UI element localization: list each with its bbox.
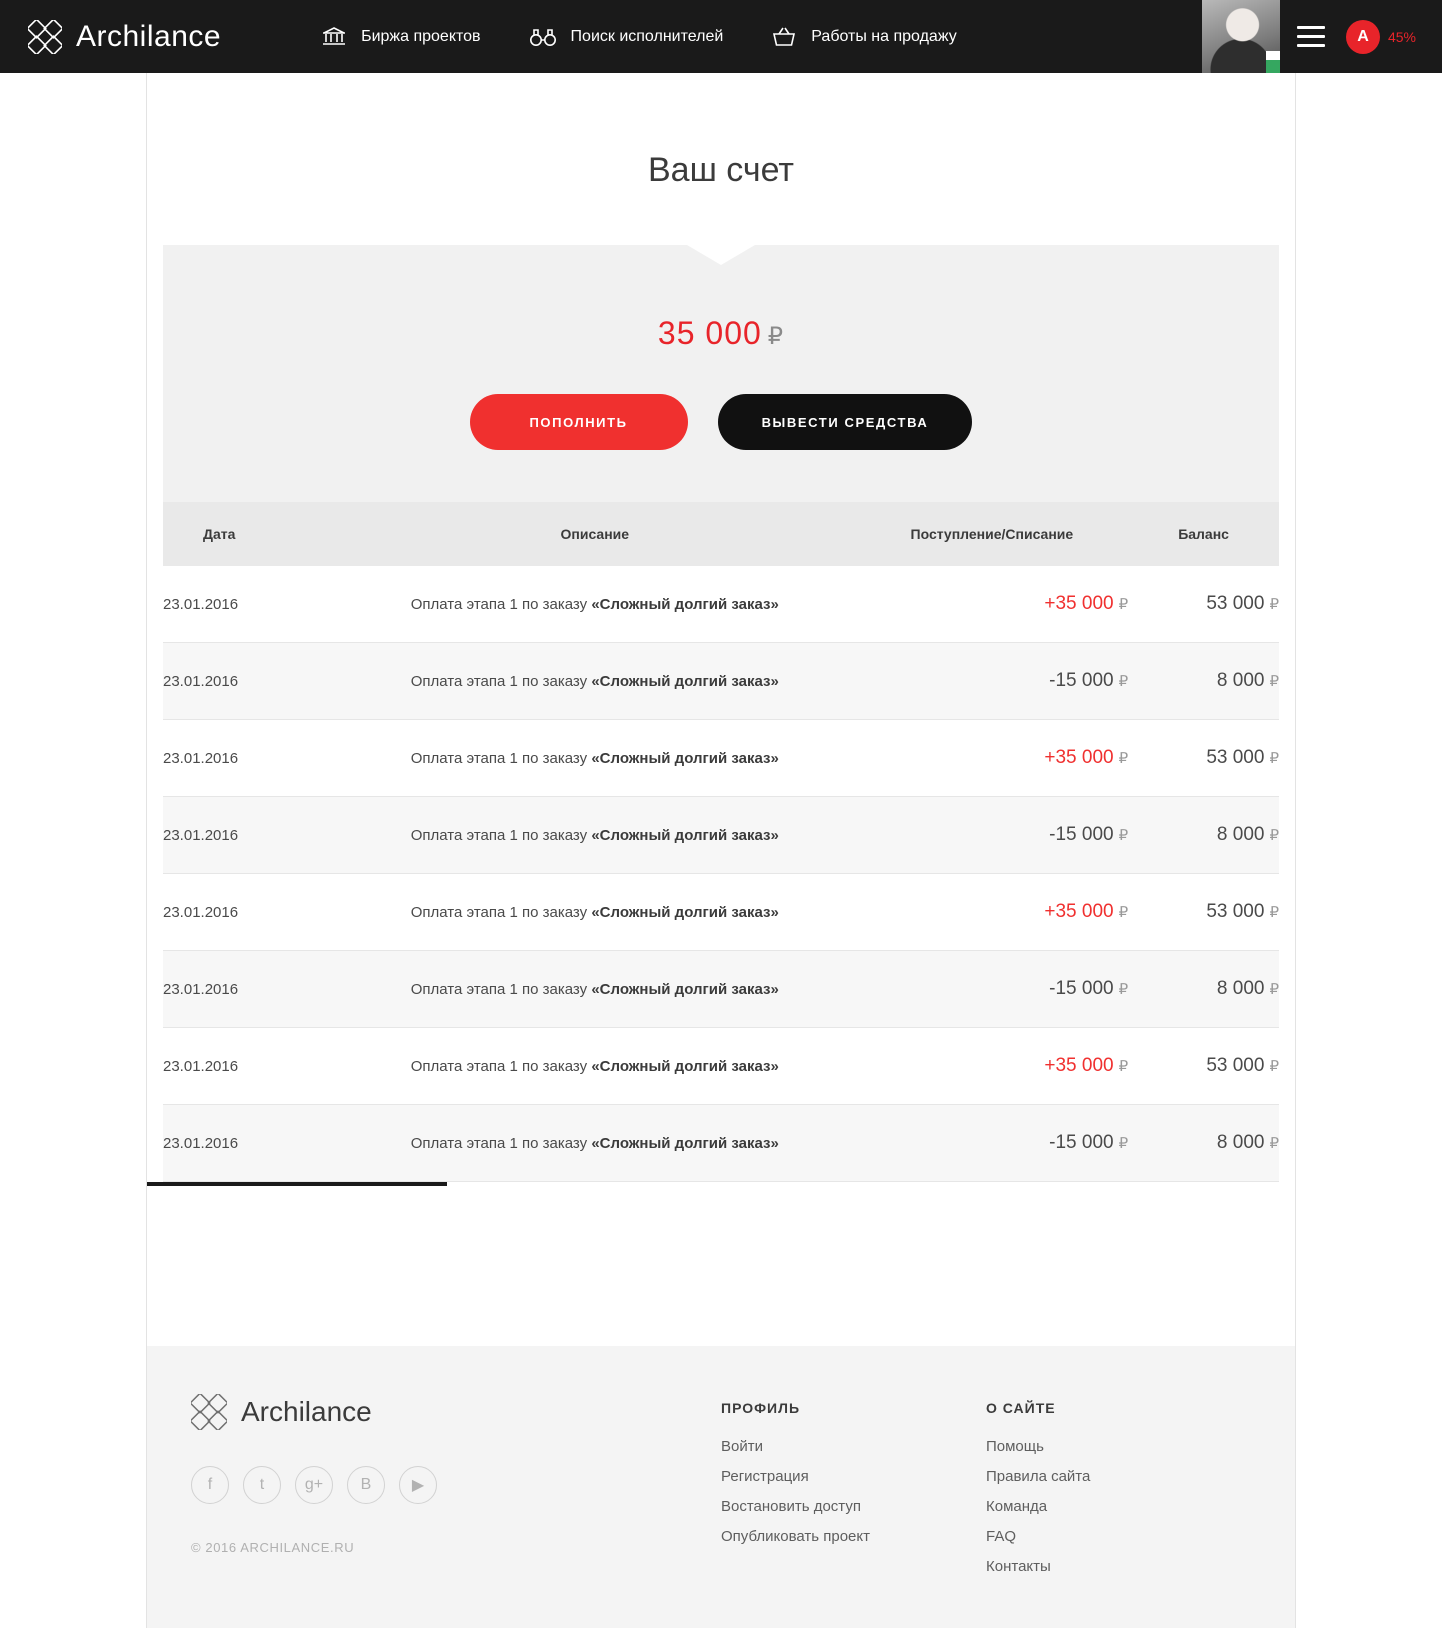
cell-balance: 8 000 ₽ bbox=[1216, 1132, 1279, 1153]
footer-link-1-0[interactable]: Помощь bbox=[986, 1438, 1044, 1455]
binoculars-icon bbox=[529, 27, 557, 47]
table-row[interactable] bbox=[163, 1028, 1279, 1105]
balance-indicator[interactable] bbox=[1342, 0, 1442, 73]
table-row[interactable] bbox=[163, 874, 1279, 951]
table-row[interactable] bbox=[163, 720, 1279, 797]
coin-percent: 45% bbox=[1387, 28, 1416, 45]
balance-amount bbox=[163, 315, 1279, 352]
avatar[interactable] bbox=[1202, 0, 1280, 73]
youtube-icon[interactable]: ▶ bbox=[399, 1466, 437, 1504]
facebook-icon[interactable]: f bbox=[191, 1466, 229, 1504]
panel-notch bbox=[687, 245, 755, 265]
site-footer bbox=[147, 1346, 1295, 1628]
footer-link-1-2[interactable]: Команда bbox=[986, 1498, 1048, 1515]
main-nav bbox=[321, 26, 957, 48]
twitter-icon[interactable]: t bbox=[243, 1466, 281, 1504]
footer-link-1-3[interactable]: FAQ bbox=[986, 1528, 1017, 1545]
table-body bbox=[163, 566, 1279, 1182]
footer-column-about-links bbox=[986, 1438, 1251, 1575]
page-title: Ваш счет bbox=[648, 151, 794, 189]
cell-balance: 53 000 ₽ bbox=[1206, 901, 1279, 922]
google-plus-icon[interactable]: g+ bbox=[295, 1466, 333, 1504]
nav-item-projects[interactable] bbox=[321, 26, 480, 48]
column-header-date: Дата bbox=[163, 502, 334, 566]
footer-brand-block bbox=[191, 1394, 721, 1588]
cell-description: Оплата этапа 1 по заказу «Сложный долгий заказ» bbox=[410, 749, 779, 767]
cell-date: 23.01.2016 bbox=[163, 749, 239, 767]
social-links bbox=[191, 1466, 721, 1504]
cell-balance: 8 000 ₽ bbox=[1216, 670, 1279, 691]
cell-date: 23.01.2016 bbox=[163, 826, 239, 844]
cell-balance: 8 000 ₽ bbox=[1216, 824, 1279, 845]
cell-date: 23.01.2016 bbox=[163, 903, 239, 921]
nav-item-search-performers[interactable] bbox=[529, 27, 724, 47]
balance-section bbox=[163, 245, 1279, 1182]
cell-balance: 53 000 ₽ bbox=[1206, 593, 1279, 614]
copyright: © 2016 ARCHILANCE.RU bbox=[191, 1540, 355, 1555]
cell-description: Оплата этапа 1 по заказу «Сложный долгий заказ» bbox=[410, 826, 779, 844]
footer-link-0-2[interactable]: Востановить доступ bbox=[721, 1498, 861, 1515]
footer-column-profile-title: ПРОФИЛЬ bbox=[721, 1400, 801, 1416]
avatar-status-flag bbox=[1266, 51, 1280, 73]
withdraw-button[interactable]: ВЫВЕСТИ СРЕДСТВА bbox=[718, 394, 973, 450]
column-header-amount: Поступление/Списание bbox=[856, 502, 1129, 566]
balance-currency: ₽ bbox=[767, 323, 785, 350]
table-row[interactable] bbox=[163, 1105, 1279, 1182]
footer-column-about-title: О САЙТЕ bbox=[986, 1400, 1056, 1416]
cell-amount: -15 000 ₽ bbox=[1049, 978, 1129, 999]
archilance-logo-icon-footer bbox=[191, 1394, 227, 1430]
cell-description: Оплата этапа 1 по заказу «Сложный долгий заказ» bbox=[410, 980, 779, 998]
cell-amount: -15 000 ₽ bbox=[1049, 1132, 1129, 1153]
cell-balance: 53 000 ₽ bbox=[1206, 747, 1279, 768]
footer-link-1-1[interactable]: Правила сайта bbox=[986, 1468, 1091, 1485]
hamburger-menu-button[interactable] bbox=[1280, 0, 1342, 73]
footer-brand-name: Archilance bbox=[241, 1396, 372, 1427]
cell-description: Оплата этапа 1 по заказу «Сложный долгий заказ» bbox=[410, 903, 779, 921]
balance-actions bbox=[163, 394, 1279, 450]
bank-icon bbox=[321, 26, 347, 48]
table-head bbox=[163, 502, 1279, 566]
cell-date: 23.01.2016 bbox=[163, 1134, 239, 1152]
header-right bbox=[1202, 0, 1442, 73]
footer-logo[interactable] bbox=[191, 1394, 721, 1430]
cell-description: Оплата этапа 1 по заказу «Сложный долгий заказ» bbox=[410, 595, 779, 613]
table-row[interactable] bbox=[163, 643, 1279, 720]
footer-column-about bbox=[986, 1394, 1251, 1588]
cell-date: 23.01.2016 bbox=[163, 672, 239, 690]
nav-item-works-for-sale-label: Работы на продажу bbox=[811, 27, 957, 45]
vk-icon[interactable]: B bbox=[347, 1466, 385, 1504]
footer-link-0-0[interactable]: Войти bbox=[721, 1438, 763, 1455]
nav-item-projects-label: Биржа проектов bbox=[361, 27, 481, 45]
coin-icon: A bbox=[1346, 20, 1380, 54]
nav-item-works-for-sale[interactable] bbox=[771, 26, 956, 48]
transactions-table bbox=[163, 502, 1279, 1182]
deposit-button[interactable]: ПОПОЛНИТЬ bbox=[470, 394, 688, 450]
nav-item-search-performers-label: Поиск исполнителей bbox=[570, 27, 724, 45]
balance-panel bbox=[163, 245, 1279, 502]
basket-icon bbox=[771, 26, 797, 48]
footer-link-1-4[interactable]: Контакты bbox=[986, 1558, 1051, 1575]
column-header-balance: Баланс bbox=[1128, 502, 1279, 566]
footer-column-profile bbox=[721, 1394, 986, 1588]
footer-link-0-3[interactable]: Опубликовать проект bbox=[721, 1528, 870, 1545]
logo-block[interactable] bbox=[0, 20, 221, 54]
balance-value: 35 000 bbox=[657, 315, 762, 351]
cell-amount: -15 000 ₽ bbox=[1049, 824, 1129, 845]
cell-balance: 53 000 ₽ bbox=[1206, 1055, 1279, 1076]
table-header-row bbox=[163, 502, 1279, 566]
brand-name: Archilance bbox=[76, 19, 222, 53]
footer-column-profile-links bbox=[721, 1438, 986, 1545]
cell-amount: +35 000 ₽ bbox=[1044, 901, 1129, 922]
footer-link-0-1[interactable]: Регистрация bbox=[721, 1468, 809, 1485]
cell-description: Оплата этапа 1 по заказу «Сложный долгий заказ» bbox=[410, 1134, 779, 1152]
cell-date: 23.01.2016 bbox=[163, 980, 239, 998]
cell-date: 23.01.2016 bbox=[163, 595, 239, 613]
footer-accent-bar bbox=[147, 1182, 447, 1186]
cell-date: 23.01.2016 bbox=[163, 1057, 239, 1075]
table-row[interactable] bbox=[163, 797, 1279, 874]
cell-amount: -15 000 ₽ bbox=[1049, 670, 1129, 691]
cell-description: Оплата этапа 1 по заказу «Сложный долгий заказ» bbox=[410, 1057, 779, 1075]
table-row[interactable] bbox=[163, 566, 1279, 643]
site-header bbox=[0, 0, 1442, 73]
cell-balance: 8 000 ₽ bbox=[1216, 978, 1279, 999]
column-header-description: Описание bbox=[334, 502, 856, 566]
archilance-logo-icon bbox=[28, 20, 62, 54]
cell-amount: +35 000 ₽ bbox=[1044, 1055, 1129, 1076]
cell-amount: +35 000 ₽ bbox=[1044, 747, 1129, 768]
cell-amount: +35 000 ₽ bbox=[1044, 593, 1129, 614]
page-container bbox=[146, 73, 1296, 1628]
table-row[interactable] bbox=[163, 951, 1279, 1028]
cell-description: Оплата этапа 1 по заказу «Сложный долгий заказ» bbox=[410, 672, 779, 690]
